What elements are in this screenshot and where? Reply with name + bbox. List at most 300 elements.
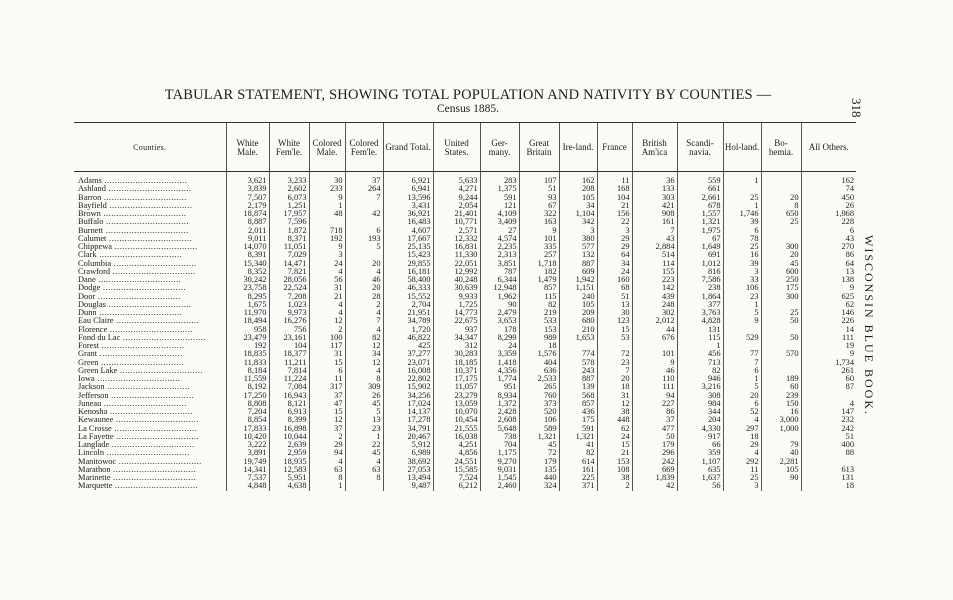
table-cell: 107 [519,172,559,186]
table-cell: 248 [632,301,677,309]
table-cell: 2,012 [632,317,677,325]
table-cell: 7,029 [269,251,309,259]
table-row [74,251,856,259]
table-cell: 308 [677,392,723,400]
table-cell: 6,921 [383,172,433,186]
table-cell: 568 [559,392,597,400]
table-cell: 436 [559,408,597,416]
county-name-cell [74,227,226,235]
table-cell: 359 [677,449,723,457]
table-cell: 787 [480,268,519,276]
table-cell: 233 [309,185,345,193]
table-row [74,227,856,235]
table-cell: 37 [345,172,383,186]
table-cell: 7,208 [269,293,309,301]
table-cell: 23,279 [433,392,480,400]
table-cell: 324 [519,482,559,490]
county-name-cell [74,474,226,482]
table-cell: 1,839 [632,474,677,482]
table-cell: 17,957 [269,210,309,218]
table-cell: 11 [723,466,761,474]
table-cell: 4 [723,449,761,457]
table-cell: 984 [677,400,723,408]
table-cell: 192 [309,235,345,243]
col-header: Bo-hemia. [761,123,801,172]
table-cell: 17,175 [433,375,480,383]
table-cell: 514 [632,251,677,259]
county-name-cell [74,392,226,400]
table-cell: 456 [677,350,723,358]
table-cell: 6 [309,367,345,375]
table-cell: 8,887 [226,218,269,226]
table-cell: 760 [519,392,559,400]
table-cell: 94 [632,392,677,400]
table-cell: 22,524 [269,284,309,292]
table-cell: 29 [723,441,761,449]
table-cell: 13 [801,268,856,276]
table-cell: 718 [309,227,345,235]
table-cell: 8 [345,375,383,383]
county-name: Crawford ..... [78,268,224,276]
table-cell: 62 [597,425,632,433]
table-cell: 9,244 [433,194,480,202]
table-cell [761,433,801,441]
col-header: France [597,123,632,172]
table-cell: 265 [519,383,559,391]
table-cell: 24 [597,268,632,276]
table-cell: 636 [519,367,559,375]
table-cell: 1,734 [801,359,856,367]
table-cell: 257 [519,251,559,259]
table-cell: 28,056 [269,276,309,284]
table-cell: 2,571 [433,227,480,235]
table-cell: 887 [559,260,597,268]
table-cell: 27,053 [383,466,433,474]
table-cell: 40 [761,449,801,457]
county-name: Jackson ..... [78,383,224,391]
table-cell: 72 [597,350,632,358]
table-cell: 94 [309,449,345,457]
table-cell: 34,256 [383,392,433,400]
population-table [74,122,856,491]
table-cell: 661 [677,185,723,193]
county-name: Columbia ..... [78,260,224,268]
table-cell: 10,371 [433,367,480,375]
table-row [74,466,856,474]
col-header: Hol-land. [723,123,761,172]
table-cell: 72 [519,449,559,457]
table-cell: 11,211 [269,359,309,367]
table-cell: 34 [345,350,383,358]
table-cell: 38,692 [383,458,433,466]
table-cell: 1,872 [269,227,309,235]
page-subtitle: Census 1885. [437,103,499,115]
table-cell: 121 [480,202,519,210]
table-cell [761,227,801,235]
table-cell: 1,962 [480,293,519,301]
table-cell: 105 [761,466,801,474]
table-cell: 2,479 [480,309,519,317]
table-cell: 3,839 [226,185,269,193]
county-name: Grant ..... [78,350,224,358]
table-cell: 8,299 [480,334,519,342]
table-cell: 13 [345,416,383,424]
table-cell: 227 [632,400,677,408]
table-cell: 15 [597,441,632,449]
table-cell: 5,633 [433,172,480,186]
table-cell: 11 [309,375,345,383]
table-cell: 300 [761,243,801,251]
col-header: British Am'ica [632,123,677,172]
county-name-cell [74,218,226,226]
county-name-cell [74,202,226,210]
table-cell: 4,574 [480,235,519,243]
table-cell: 37 [309,392,345,400]
table-cell: 160 [597,276,632,284]
table-cell: 43 [801,235,856,243]
table-cell: 1,653 [559,334,597,342]
table-cell: 153 [597,458,632,466]
table-cell: 232 [801,416,856,424]
table-cell: 8 [345,474,383,482]
table-cell: 23 [597,359,632,367]
county-name: Adams ..... [78,177,224,185]
table-cell: 8,295 [226,293,269,301]
table-row [74,433,856,441]
table-cell: 14,773 [433,309,480,317]
table-cell: 12 [309,416,345,424]
table-cell: 34,789 [383,317,433,325]
table-cell: 3,216 [677,383,723,391]
table-cell: 133 [632,185,677,193]
table-cell: 908 [632,210,677,218]
county-name: Dunn ..... [78,309,224,317]
table-cell: 50 [761,334,801,342]
county-name-cell [74,251,226,259]
table-cell: 20 [597,375,632,383]
table-cell: 8,934 [480,392,519,400]
table-cell: 6,344 [480,276,519,284]
table-cell: 15 [309,359,345,367]
table-cell: 946 [677,375,723,383]
table-cell: 3 [723,482,761,490]
table-cell: 1,375 [480,185,519,193]
table-cell: 63 [309,466,345,474]
table-cell: 25 [761,218,801,226]
table-cell: 4 [345,367,383,375]
table-cell: 111 [801,334,856,342]
table-cell: 12,992 [433,268,480,276]
table-cell: 53 [597,334,632,342]
table-cell: 5,951 [269,474,309,482]
table-cell: 110 [632,375,677,383]
table-cell: 16,181 [383,268,433,276]
table-cell: 17,278 [383,416,433,424]
table-cell: 3,891 [226,449,269,457]
table-row [74,375,856,383]
table-cell: 90 [480,301,519,309]
table-cell: 613 [801,466,856,474]
table-cell: 887 [559,375,597,383]
county-name-cell [74,194,226,202]
table-cell: 168 [597,185,632,193]
table-cell: 37 [309,425,345,433]
table-row [74,342,856,350]
table-cell: 163 [519,218,559,226]
county-name: Juneau ..... [78,400,224,408]
table-cell: 36,921 [383,210,433,218]
table-cell: 64 [597,251,632,259]
table-cell: 20 [761,251,801,259]
county-name: Ashland ..... [78,185,224,193]
table-cell: 591 [559,425,597,433]
table-cell: 4 [309,268,345,276]
table-cell: 6,212 [433,482,480,490]
table-cell: 15,902 [383,383,433,391]
col-header: Counties. [74,123,226,172]
table-cell: 132 [559,251,597,259]
table-cell: 101 [632,350,677,358]
table-cell: 22,675 [433,317,480,325]
table-cell: 4 [309,301,345,309]
table-cell: 238 [677,284,723,292]
table-cell: 182 [519,268,559,276]
table-cell: 21,555 [433,425,480,433]
table-cell: 100 [309,334,345,342]
table-cell: 283 [480,172,519,186]
table-cell [761,482,801,490]
table-cell: 16 [761,408,801,416]
county-name: Lincoln ..... [78,449,224,457]
table-cell: 7,821 [269,268,309,276]
table-cell: 22,802 [383,375,433,383]
table-cell: 591 [480,194,519,202]
table-cell: 10,454 [433,416,480,424]
table-cell: 5 [345,243,383,251]
table-cell: 60 [761,383,801,391]
table-cell: 34 [559,202,597,210]
table-cell: 108 [597,466,632,474]
table-cell: 9 [309,194,345,202]
table-cell: 153 [519,326,559,334]
table-cell: 60 [801,375,856,383]
table-cell: 614 [559,458,597,466]
table-cell: 147 [801,408,856,416]
table-cell: 16,276 [269,317,309,325]
page-title: TABULAR STATEMENT, SHOWING TOTAL POPULATION AND NATIVITY BY COUNTIES — [164,87,772,103]
table-cell: 317 [309,383,345,391]
table-cell: 1,418 [480,359,519,367]
county-name: Kewaunee ..... [78,416,224,424]
table-cell: 101 [519,235,559,243]
table-cell: 21,951 [383,309,433,317]
table-cell: 82 [677,367,723,375]
table-cell: 559 [677,172,723,186]
table-cell: 421 [632,202,677,210]
table-cell: 1,774 [480,375,519,383]
county-name-cell [74,458,226,466]
table-cell: 2,661 [677,194,723,202]
table-cell: 37 [632,416,677,424]
table-cell: 242 [801,425,856,433]
table-cell: 8,184 [226,367,269,375]
table-cell: 50 [632,433,677,441]
table-cell: 8,371 [269,235,309,243]
table-cell: 17,024 [383,400,433,408]
table-cell: 520 [519,408,559,416]
table-cell: 77 [723,350,761,358]
table-cell: 3,621 [226,172,269,186]
table-cell: 335 [519,243,559,251]
table-cell: 240 [559,293,597,301]
table-cell: 15,585 [433,466,480,474]
table-cell: 209 [559,309,597,317]
table-cell: 82 [519,301,559,309]
header-row [74,123,856,172]
table-cell: 23,071 [383,359,433,367]
table-cell: 86 [801,251,856,259]
table-cell: 18 [519,342,559,350]
table-cell: 25 [723,474,761,482]
table-cell: 12 [597,400,632,408]
table-cell: 989 [519,334,559,342]
table-cell: 18,874 [226,210,269,218]
table-row [74,185,856,193]
table-cell: 19 [801,342,856,350]
table-cell: 2,054 [433,202,480,210]
table-cell: 18,935 [269,458,309,466]
table-row [74,408,856,416]
table-cell: 210 [559,326,597,334]
county-name: Chippewa ..... [78,243,224,251]
table-cell: 691 [677,251,723,259]
table-cell: 529 [723,334,761,342]
table-cell: 7,537 [226,474,269,482]
table-cell: 28 [345,293,383,301]
county-name: Fond du Lac ..... [78,334,224,342]
table-cell: 38 [597,408,632,416]
table-cell: 16,943 [269,392,309,400]
table-cell: 139 [559,383,597,391]
table-cell: 16,483 [383,218,433,226]
table-cell: 4 [345,309,383,317]
table-cell: 8,121 [269,400,309,408]
table-cell: 15,423 [383,251,433,259]
table-cell: 82 [559,449,597,457]
table-cell: 104 [269,342,309,350]
table-cell [309,218,345,226]
table-cell: 1,372 [480,400,519,408]
table-cell: 309 [345,383,383,391]
table-cell: 2,704 [383,301,433,309]
table-cell: 82 [345,334,383,342]
county-name: Dodge ..... [78,284,224,292]
table-cell: 704 [480,441,519,449]
table-cell: 2 [309,433,345,441]
table-cell: 3 [559,227,597,235]
table-cell: 52 [723,408,761,416]
table-row [74,218,856,226]
table-row [74,416,856,424]
table-cell: 958 [226,326,269,334]
table-cell: 7,524 [433,474,480,482]
table-cell: 12,948 [480,284,519,292]
table-cell: 21 [309,293,345,301]
table-cell: 4,330 [677,425,723,433]
table-body [74,172,856,491]
table-cell: 155 [632,268,677,276]
table-cell [761,359,801,367]
table-cell: 1,746 [723,210,761,218]
table-cell: 13 [597,301,632,309]
table-cell: 14,137 [383,408,433,416]
table-cell: 302 [632,309,677,317]
table-cell: 1,720 [383,326,433,334]
table-cell: 208 [559,185,597,193]
county-name: Iowa ..... [78,375,224,383]
table-cell: 4,828 [677,317,723,325]
table-cell: 223 [632,276,677,284]
table-cell: 2,179 [226,202,269,210]
table-cell: 31 [309,350,345,358]
table-row [74,284,856,292]
table-cell: 15,340 [226,260,269,268]
table-cell: 23,479 [226,334,269,342]
table-cell: 39 [723,260,761,268]
table-cell: 21 [597,449,632,457]
table-cell: 30,242 [226,276,269,284]
table-cell: 448 [597,416,632,424]
table-cell: 292 [723,458,761,466]
table-cell: 1,649 [677,243,723,251]
table-cell: 105 [559,194,597,202]
table-cell [801,392,856,400]
table-cell: 24 [597,433,632,441]
table-cell [761,342,801,350]
table-cell: 1 [309,202,345,210]
table-cell: 600 [761,268,801,276]
table-cell: 342 [559,218,597,226]
table-cell: 79 [761,441,801,449]
county-name: Buffalo ..... [78,218,224,226]
table-cell: 371 [559,482,597,490]
table-cell: 25 [723,243,761,251]
table-cell: 51 [519,185,559,193]
table-cell: 2,639 [269,441,309,449]
table-cell: 24,551 [433,458,480,466]
table-cell: 1 [723,375,761,383]
table-cell: 63 [345,466,383,474]
table-cell: 146 [801,309,856,317]
table-cell: 41 [559,441,597,449]
table-cell: 3,222 [226,441,269,449]
table-cell: 4 [801,400,856,408]
table-cell: 42 [632,482,677,490]
table-row [74,260,856,268]
table-cell: 11,057 [433,383,480,391]
table-cell: 7,586 [677,276,723,284]
table-cell: 5 [723,309,761,317]
table-cell: 193 [345,235,383,243]
table-cell: 3,763 [677,309,723,317]
table-cell [723,342,761,350]
table-cell: 175 [559,416,597,424]
table-cell: 11,833 [226,359,269,367]
table-cell: 23 [723,293,761,301]
table-cell: 179 [632,441,677,449]
table-cell: 8,352 [226,268,269,276]
table-cell: 16,038 [433,433,480,441]
